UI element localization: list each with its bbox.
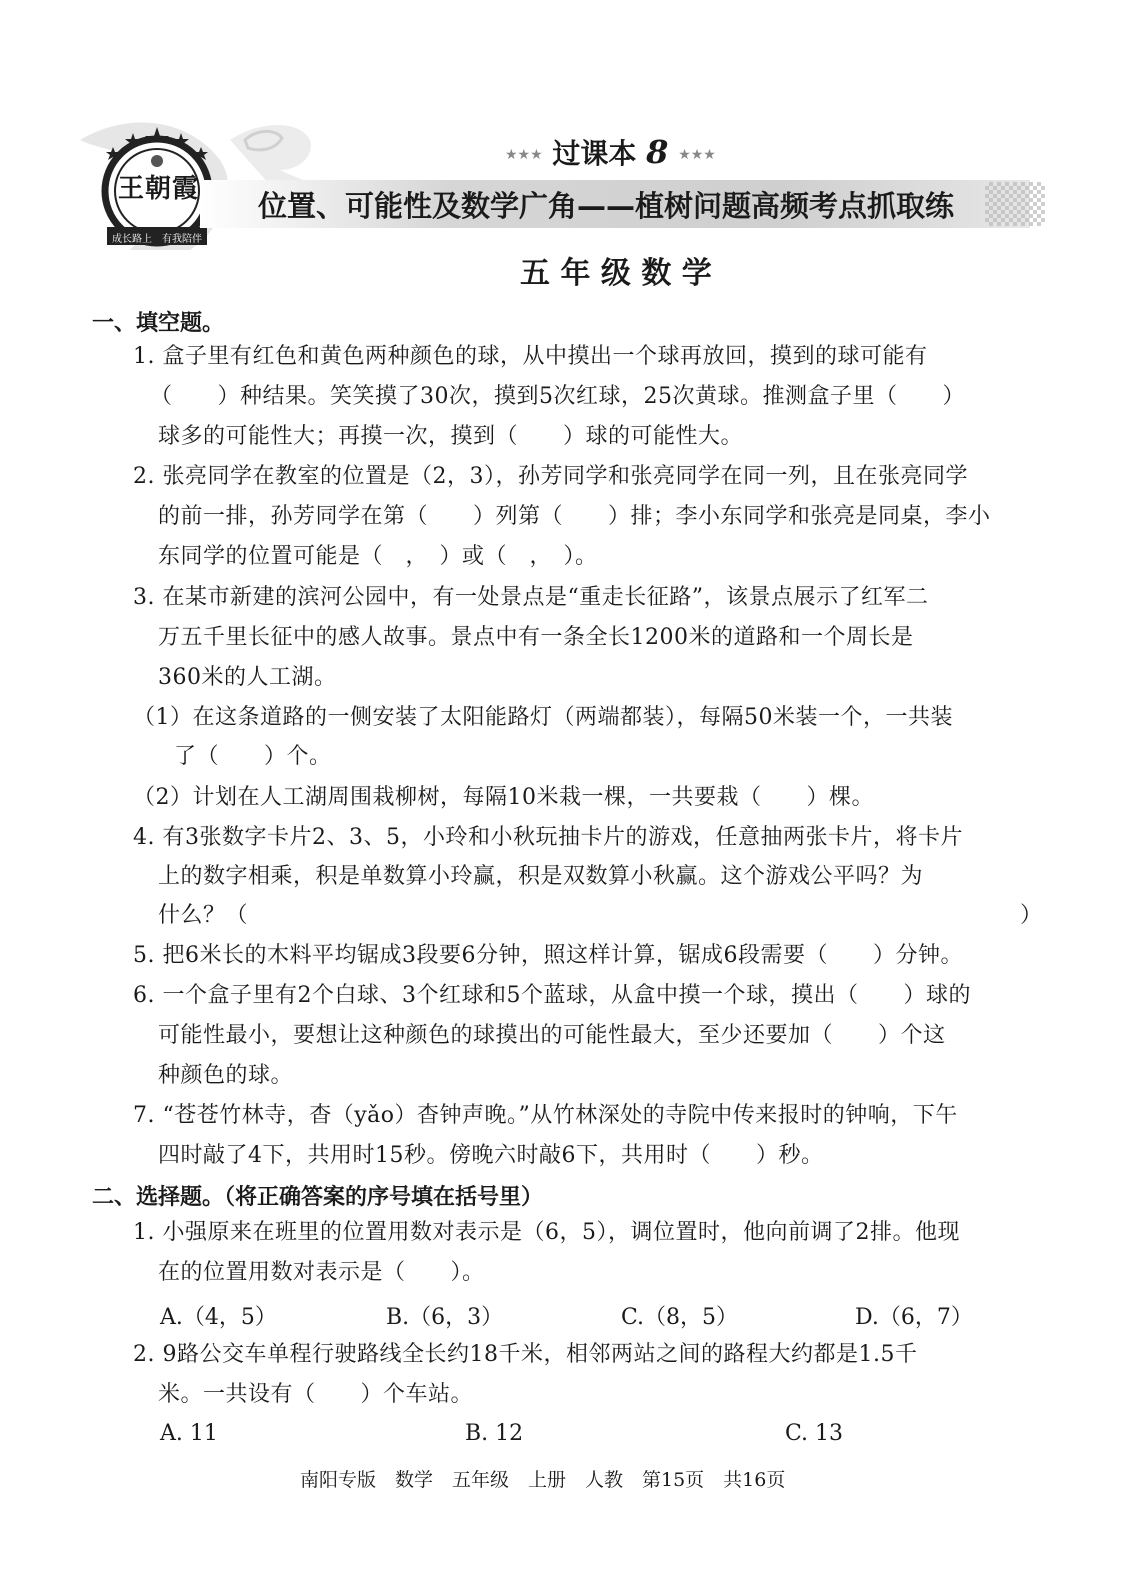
s1-line: （1）在这条道路的一侧安装了太阳能路灯（两端都装），每隔50米装一个，一共装 <box>133 705 953 730</box>
s1-line: 球多的可能性大；再摸一次，摸到（ ）球的可能性大。 <box>158 424 744 449</box>
s1-line: 6. 一个盒子里有2个白球、3个红球和5个蓝球，从盒中摸一个球，摸出（ ）球的 <box>133 983 971 1008</box>
s1-line: 5. 把6米长的木料平均锯成3段要6分钟，照这样计算，锯成6段需要（ ）分钟。 <box>133 943 963 968</box>
page-footer: 南阳专版 数学 五年级 上册 人教 第15页 共16页 <box>300 1469 786 1491</box>
s1-line: 四时敲了4下，共用时15秒。傍晚六时敲6下，共用时（ ）秒。 <box>158 1143 824 1168</box>
s1-line: 7. “苍苍竹林寺，杳（yǎo）杳钟声晚。”从竹林深处的寺院中传来报时的钟响，下午 <box>133 1103 958 1128</box>
series-label: 过课本 <box>552 137 637 170</box>
logo-slogan-left: 成长路上 <box>112 234 152 245</box>
logo-text: 王朝霞 <box>118 174 200 204</box>
s1-line: 的前一排，孙芳同学在第（ ）列第（ ）排；李小东同学和张亮是同桌，李小 <box>158 504 991 529</box>
grade-title: 五 年 级 数 学 <box>520 256 712 291</box>
series-number: 8 <box>646 133 669 171</box>
s1-line: （ ）种结果。笑笑摸了30次，摸到5次红球，25次黄球。推测盒子里（ ） <box>150 384 965 409</box>
checker-pattern <box>985 182 1045 226</box>
s1-line: 4. 有3张数字卡片2、3、5，小玲和小秋玩抽卡片的游戏，任意抽两张卡片，将卡片 <box>133 825 963 850</box>
s2-q2-line: 2. 9路公交车单程行驶路线全长约18千米，相邻两站之间的路程大约都是1.5千 <box>133 1342 918 1367</box>
stars-right: ★★★ <box>678 147 716 163</box>
s2-q2-line: 米。一共设有（ ）个车站。 <box>158 1382 474 1407</box>
s1-line: 上的数字相乘，积是单数算小玲赢，积是双数算小秋赢。这个游戏公平吗？为 <box>158 864 924 889</box>
s1-line: 1. 盒子里有红色和黄色两种颜色的球，从中摸出一个球再放回，摸到的球可能有 <box>133 344 928 369</box>
section1-heading: 一、填空题。 <box>92 311 225 336</box>
q1-option-c: C.（8，5） <box>621 1305 739 1330</box>
q1-option-b: B.（6，3） <box>386 1305 504 1330</box>
s1-line: 可能性最小，要想让这种颜色的球摸出的可能性最大，至少还要加（ ）个这 <box>158 1023 946 1048</box>
s2-q1-line: 在的位置用数对表示是（ ）。 <box>158 1260 485 1285</box>
section2-heading: 二、选择题。（将正确答案的序号填在括号里） <box>92 1185 544 1210</box>
subtitle: 位置、可能性及数学广角——植树问题高频考点抓取练 <box>258 189 955 223</box>
s1-line: 360米的人工湖。 <box>158 665 337 690</box>
s1-line: 2. 张亮同学在教室的位置是（2，3），孙芳同学和张亮同学在同一列，且在张亮同学 <box>133 464 968 489</box>
s1-line: 3. 在某市新建的滨河公园中，有一处景点是“重走长征路”，该景点展示了红军二 <box>133 585 929 610</box>
s1-line: ） <box>1020 903 1043 928</box>
s1-line: 万五千里长征中的感人故事。景点中有一条全长1200米的道路和一个周长是 <box>158 625 914 650</box>
s1-line: （2）计划在人工湖周围栽柳树，每隔10米栽一棵，一共要栽（ ）棵。 <box>133 785 874 810</box>
s1-line: 东同学的位置可能是（ ， ）或（ ， ）。 <box>158 544 598 569</box>
q1-option-d: D.（6，7） <box>855 1305 973 1330</box>
q2-option-b: B. 12 <box>465 1421 524 1446</box>
s1-line: 什么？（ <box>158 903 249 928</box>
series-header <box>505 132 716 172</box>
s1-line: 种颜色的球。 <box>158 1063 294 1088</box>
s1-line: 了（ ）个。 <box>174 744 332 769</box>
q2-option-a: A. 11 <box>160 1421 218 1446</box>
q2-option-c: C. 13 <box>785 1421 844 1446</box>
stars-left: ★★★ <box>505 147 543 163</box>
logo-slogan-right: 有我陪伴 <box>162 234 202 245</box>
q1-option-a: A.（4，5） <box>160 1305 277 1330</box>
s2-q1-line: 1. 小强原来在班里的位置用数对表示是（6，5），调位置时，他向前调了2排。他现 <box>133 1220 960 1245</box>
